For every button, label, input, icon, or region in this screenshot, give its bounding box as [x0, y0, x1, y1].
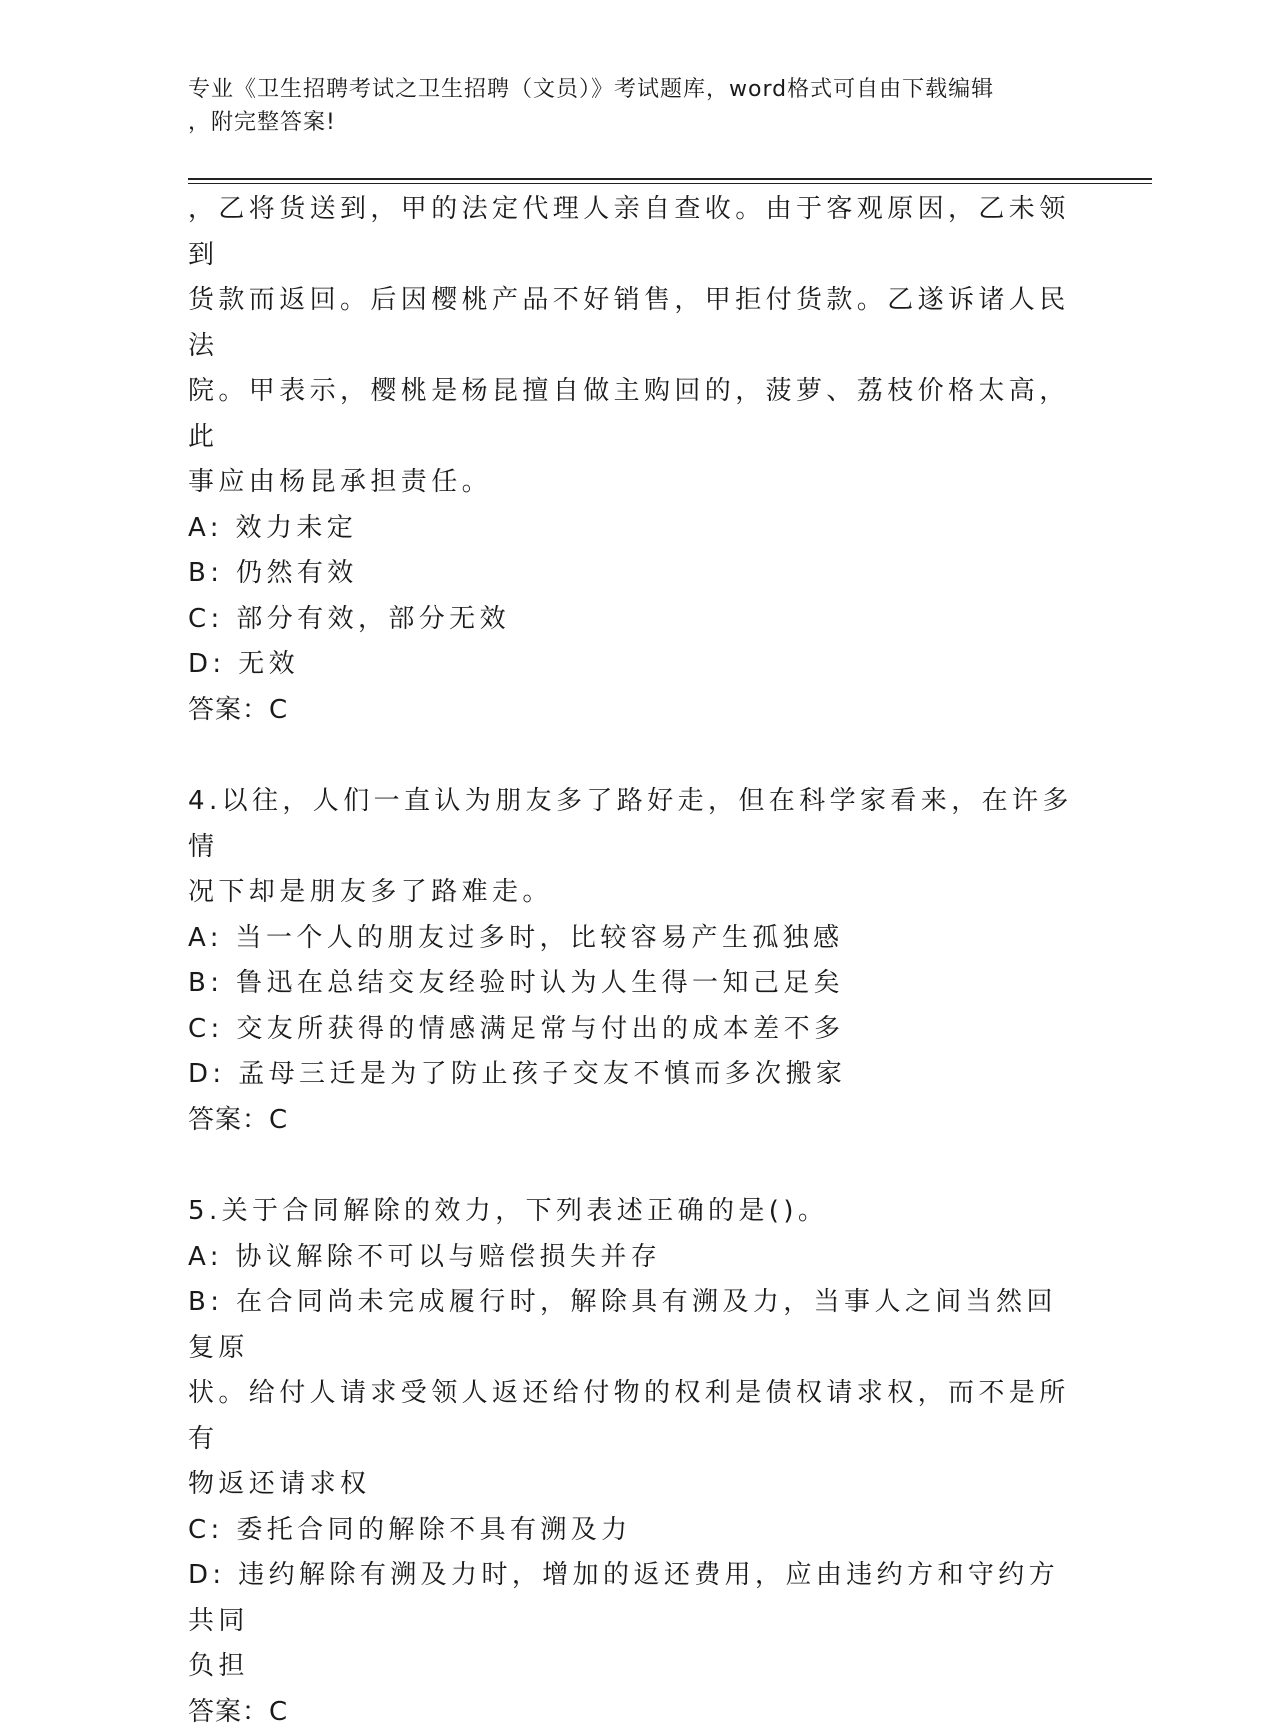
option-d-continued: 负担: [188, 1644, 1078, 1690]
option-c: C: 交友所获得的情感满足常与付出的成本差不多: [188, 1007, 1078, 1053]
question-text-line: ，乙将货送到，甲的法定代理人亲自查收。由于客观原因，乙未领到: [188, 187, 1078, 278]
document-body: [188, 187, 1078, 1735]
question-text-line: 4.以往，人们一直认为朋友多了路好走，但在科学家看来，在许多情: [188, 779, 1078, 870]
option-d: D: 无效: [188, 642, 1078, 688]
question-text-line: 货款而返回。后因樱桃产品不好销售，甲拒付货款。乙遂诉诸人民法: [188, 278, 1078, 369]
option-a: A: 效力未定: [188, 506, 1078, 552]
question-text-line: 况下却是朋友多了路难走。: [188, 870, 1078, 916]
question-text-line: 事应由杨昆承担责任。: [188, 460, 1078, 506]
question-4: [188, 779, 1078, 1143]
option-a: A: 当一个人的朋友过多时，比较容易产生孤独感: [188, 916, 1078, 962]
option-b: B: 仍然有效: [188, 551, 1078, 597]
question-text-line: 院。甲表示，樱桃是杨昆擅自做主购回的，菠萝、荔枝价格太高，此: [188, 369, 1078, 460]
question-5: [188, 1189, 1078, 1735]
answer-text: 答案：C: [188, 1690, 1078, 1735]
question-3: [188, 187, 1078, 733]
spacer: [188, 1143, 1078, 1189]
option-b: B: 在合同尚未完成履行时，解除具有溯及力，当事人之间当然回复原: [188, 1280, 1078, 1371]
option-d: D: 违约解除有溯及力时，增加的返还费用，应由违约方和守约方共同: [188, 1553, 1078, 1644]
spacer: [188, 733, 1078, 779]
header-line-2: ，附完整答案!: [188, 106, 1068, 139]
question-text-line: 5.关于合同解除的效力，下列表述正确的是()。: [188, 1189, 1078, 1235]
option-b: B: 鲁迅在总结交友经验时认为人生得一知己足矣: [188, 961, 1078, 1007]
option-c: C: 委托合同的解除不具有溯及力: [188, 1508, 1078, 1554]
header-rule-thin: [188, 183, 1152, 184]
answer-text: 答案：C: [188, 688, 1078, 734]
option-b-continued: 物返还请求权: [188, 1462, 1078, 1508]
option-c: C: 部分有效，部分无效: [188, 597, 1078, 643]
option-b-continued: 状。给付人请求受领人返还给付物的权利是债权请求权，而不是所有: [188, 1371, 1078, 1462]
answer-text: 答案：C: [188, 1098, 1078, 1144]
option-a: A: 协议解除不可以与赔偿损失并存: [188, 1235, 1078, 1281]
document-header: [188, 73, 1068, 139]
header-line-1: 专业《卫生招聘考试之卫生招聘（文员）》考试题库，word格式可自由下载编辑: [188, 73, 1068, 106]
header-rule-thick: [188, 178, 1152, 180]
option-d: D: 孟母三迁是为了防止孩子交友不慎而多次搬家: [188, 1052, 1078, 1098]
